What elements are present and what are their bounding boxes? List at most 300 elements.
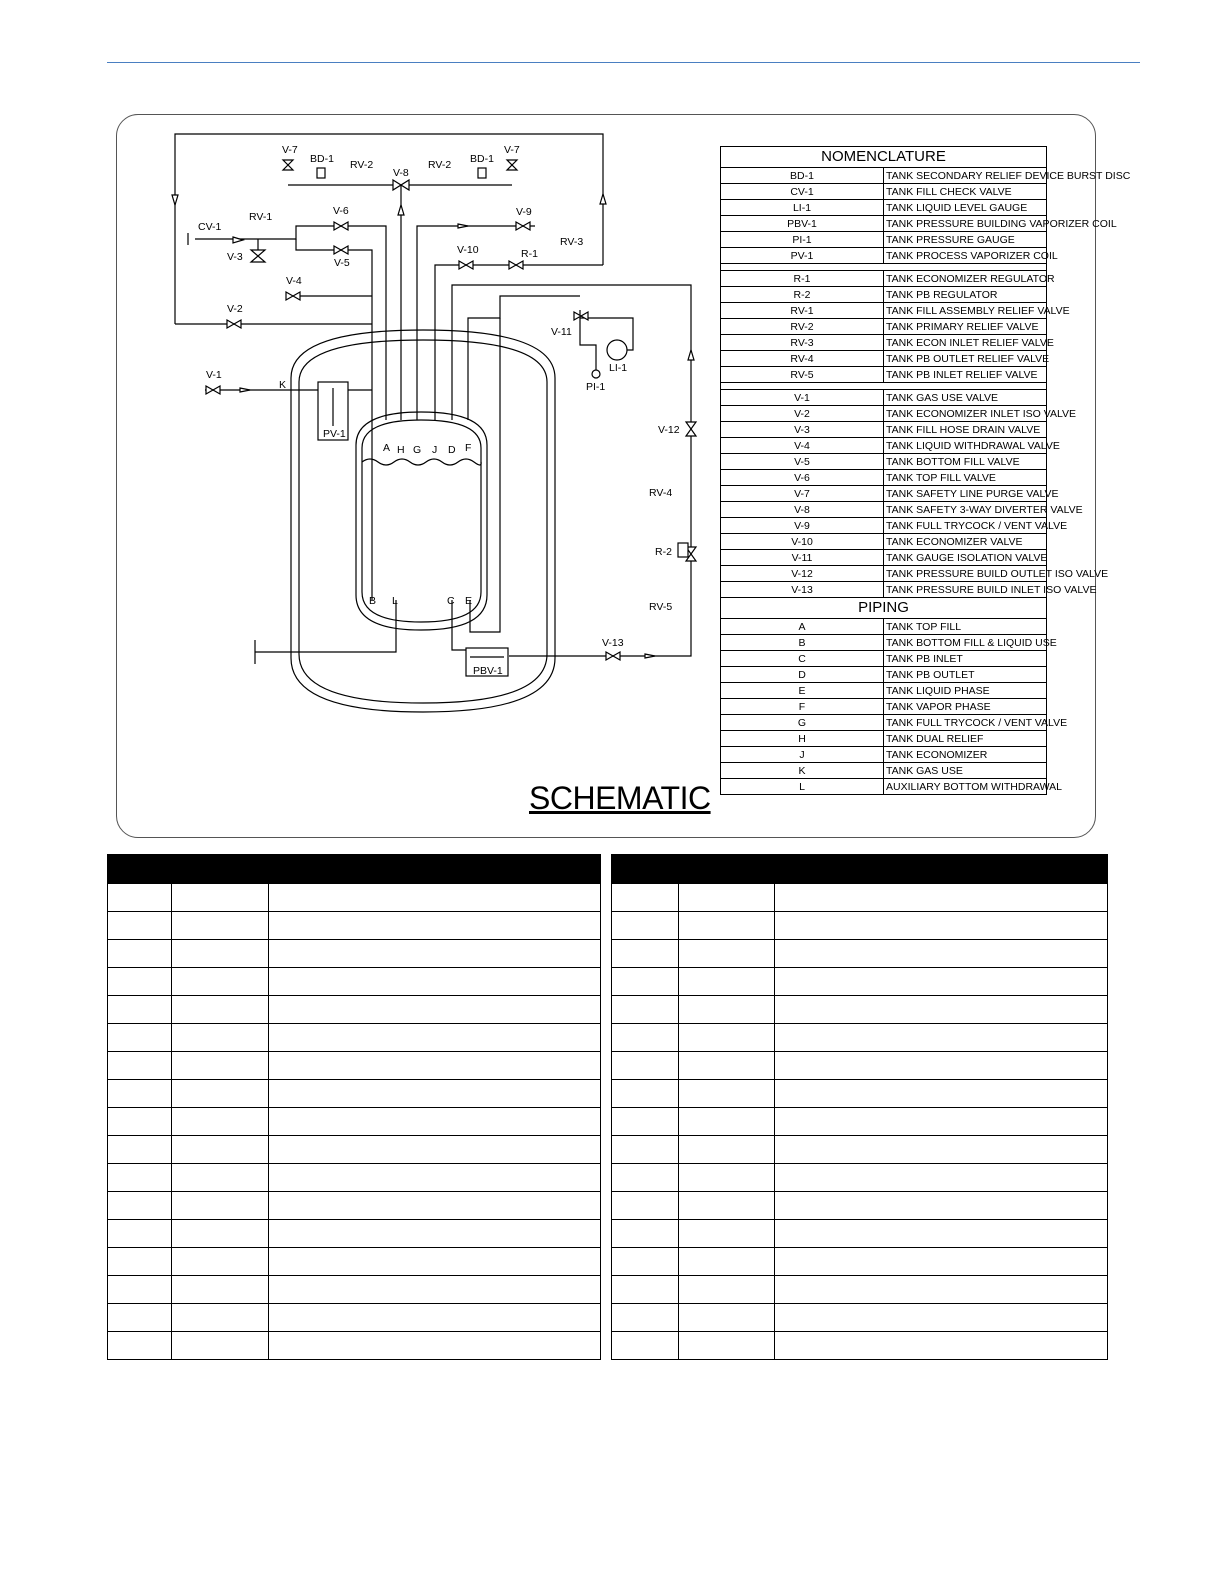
pipe-label-e: E <box>465 595 473 607</box>
nomenclature-description: TANK LIQUID PHASE <box>884 683 1047 699</box>
nomenclature-row <box>721 550 1047 566</box>
pipe-label-l: L <box>392 595 398 607</box>
nomenclature-row <box>721 518 1047 534</box>
nomenclature-description: TANK FULL TRYCOCK / VENT VALVE <box>884 715 1047 731</box>
label-rv3: RV-3 <box>560 236 584 248</box>
log-cell[interactable] <box>108 996 172 1024</box>
log-cell[interactable] <box>775 1248 1108 1276</box>
nomenclature-code: RV-3 <box>721 335 884 351</box>
log-row <box>612 996 1108 1024</box>
log-cell[interactable] <box>269 912 601 940</box>
pipe-label-h: H <box>397 444 405 456</box>
label-rv4: RV-4 <box>649 487 673 499</box>
nomenclature-row <box>721 335 1047 351</box>
nomenclature-code: B <box>721 635 884 651</box>
log-row <box>108 1164 601 1192</box>
nomenclature-code: V-1 <box>721 390 884 406</box>
nomenclature-code: V-4 <box>721 438 884 454</box>
log-cell[interactable] <box>269 1024 601 1052</box>
nomenclature-row <box>721 319 1047 335</box>
log-cell[interactable] <box>775 1080 1108 1108</box>
li-1-gauge <box>607 340 627 360</box>
nomenclature-code: CV-1 <box>721 184 884 200</box>
log-cell[interactable] <box>612 1276 679 1304</box>
log-cell[interactable] <box>269 1248 601 1276</box>
log-cell[interactable] <box>612 1080 679 1108</box>
log-row <box>612 1332 1108 1360</box>
nomenclature-code: V-13 <box>721 582 884 598</box>
log-cell[interactable] <box>172 1080 269 1108</box>
nomenclature-description: TANK ECONOMIZER <box>884 747 1047 763</box>
nomenclature-row <box>721 216 1047 232</box>
log-cell[interactable] <box>612 1248 679 1276</box>
log-row <box>108 1052 601 1080</box>
nomenclature-row <box>721 619 1047 635</box>
label-rv2-left: RV-2 <box>350 159 374 171</box>
nomenclature-description: TANK PRESSURE BUILD INLET ISO VALVE <box>884 582 1047 598</box>
nomenclature-row <box>721 303 1047 319</box>
label-v13: V-13 <box>602 637 624 649</box>
label-r1: R-1 <box>521 248 538 260</box>
log-row <box>108 1332 601 1360</box>
log-cell[interactable] <box>775 1304 1108 1332</box>
pipe-label-j: J <box>432 444 438 456</box>
nomenclature-code: V-9 <box>721 518 884 534</box>
label-bd1-left: BD-1 <box>310 153 334 165</box>
schematic-title: SCHEMATIC <box>529 780 711 816</box>
log-cell[interactable] <box>269 1136 601 1164</box>
nomenclature-row <box>721 422 1047 438</box>
nomenclature-code: BD-1 <box>721 168 884 184</box>
log-cell[interactable] <box>108 1164 172 1192</box>
log-cell[interactable] <box>108 1052 172 1080</box>
nomenclature-row <box>721 582 1047 598</box>
log-cell[interactable] <box>108 1192 172 1220</box>
pipe-label-a: A <box>383 442 391 454</box>
log-cell[interactable] <box>172 1192 269 1220</box>
log-cell[interactable] <box>172 1024 269 1052</box>
nomenclature-description: TANK PRIMARY RELIEF VALVE <box>884 319 1047 335</box>
nomenclature-row <box>721 232 1047 248</box>
pipe-label-d: D <box>448 444 456 456</box>
nomenclature-code: L <box>721 779 884 795</box>
log-cell[interactable] <box>269 1108 601 1136</box>
nomenclature-row <box>721 454 1047 470</box>
label-rv2-right: RV-2 <box>428 159 452 171</box>
nomenclature-code: J <box>721 747 884 763</box>
nomenclature-row <box>721 248 1047 264</box>
nomenclature-row <box>721 287 1047 303</box>
log-row <box>612 1052 1108 1080</box>
nomenclature-code: D <box>721 667 884 683</box>
nomenclature-row <box>721 271 1047 287</box>
log-cell[interactable] <box>679 1108 775 1136</box>
nomenclature-row <box>721 731 1047 747</box>
log-row <box>108 1108 601 1136</box>
log-cell[interactable] <box>172 1248 269 1276</box>
log-header-cell <box>108 855 172 884</box>
log-cell[interactable] <box>775 1192 1108 1220</box>
log-row <box>108 940 601 968</box>
log-cell[interactable] <box>108 1332 172 1360</box>
nomenclature-description: TANK GAS USE VALVE <box>884 390 1047 406</box>
log-cell[interactable] <box>172 1164 269 1192</box>
log-cell[interactable] <box>269 884 601 912</box>
log-row <box>612 968 1108 996</box>
label-v7-right: V-7 <box>504 144 520 156</box>
label-v3: V-3 <box>227 251 243 263</box>
log-cell[interactable] <box>108 1248 172 1276</box>
label-pv1: PV-1 <box>323 428 346 440</box>
nomenclature-row <box>721 534 1047 550</box>
log-cell[interactable] <box>269 1332 601 1360</box>
nomenclature-row <box>721 715 1047 731</box>
nomenclature-row <box>721 747 1047 763</box>
log-row <box>108 1276 601 1304</box>
log-cell[interactable] <box>679 884 775 912</box>
label-v11: V-11 <box>551 326 572 338</box>
label-pi1: PI-1 <box>586 381 606 393</box>
nomenclature-description: TANK PB REGULATOR <box>884 287 1047 303</box>
nomenclature-description: TANK PB INLET <box>884 651 1047 667</box>
nomenclature-code: RV-1 <box>721 303 884 319</box>
nomenclature-description: TANK GAUGE ISOLATION VALVE <box>884 550 1047 566</box>
log-header-cell <box>679 855 775 884</box>
log-row <box>108 884 601 912</box>
nomenclature-code: A <box>721 619 884 635</box>
log-row <box>108 1248 601 1276</box>
log-cell[interactable] <box>612 884 679 912</box>
nomenclature-description: TANK PRESSURE BUILDING VAPORIZER COIL <box>884 216 1047 232</box>
nomenclature-code: RV-2 <box>721 319 884 335</box>
label-v6: V-6 <box>333 205 349 217</box>
log-cell[interactable] <box>172 1136 269 1164</box>
log-row <box>108 912 601 940</box>
nomenclature-description: AUXILIARY BOTTOM WITHDRAWAL <box>884 779 1047 795</box>
log-cell[interactable] <box>108 1136 172 1164</box>
nomenclature-row <box>721 438 1047 454</box>
nomenclature-description: TANK TOP FILL <box>884 619 1047 635</box>
nomenclature-code: V-6 <box>721 470 884 486</box>
log-cell[interactable] <box>679 996 775 1024</box>
log-row <box>108 1080 601 1108</box>
nomenclature-code: V-11 <box>721 550 884 566</box>
log-cell[interactable] <box>679 1276 775 1304</box>
inner-vessel-wall <box>362 420 481 622</box>
log-row <box>612 1164 1108 1192</box>
nomenclature-row <box>721 566 1047 582</box>
nomenclature-code: G <box>721 715 884 731</box>
log-row <box>108 1024 601 1052</box>
group-separator <box>721 264 1047 271</box>
nomenclature-row <box>721 667 1047 683</box>
log-cell[interactable] <box>612 1136 679 1164</box>
log-cell[interactable] <box>612 1192 679 1220</box>
nomenclature-code: V-10 <box>721 534 884 550</box>
nomenclature-code: R-1 <box>721 271 884 287</box>
liquid-level <box>362 459 481 465</box>
log-cell[interactable] <box>269 1052 601 1080</box>
nomenclature-row <box>721 502 1047 518</box>
log-cell[interactable] <box>679 1192 775 1220</box>
nomenclature-code: PBV-1 <box>721 216 884 232</box>
label-v10: V-10 <box>457 244 479 256</box>
nomenclature-description: TANK GAS USE <box>884 763 1047 779</box>
log-cell[interactable] <box>269 1220 601 1248</box>
log-cell[interactable] <box>612 1024 679 1052</box>
log-cell[interactable] <box>775 1136 1108 1164</box>
log-cell[interactable] <box>612 1332 679 1360</box>
log-cell[interactable] <box>775 1276 1108 1304</box>
nomenclature-description: TANK SAFETY LINE PURGE VALVE <box>884 486 1047 502</box>
nomenclature-description: TANK SAFETY 3-WAY DIVERTER VALVE <box>884 502 1047 518</box>
log-cell[interactable] <box>172 968 269 996</box>
log-row <box>612 1192 1108 1220</box>
log-cell[interactable] <box>775 884 1108 912</box>
nomenclature-description: TANK FILL CHECK VALVE <box>884 184 1047 200</box>
log-cell[interactable] <box>679 1024 775 1052</box>
nomenclature-description: TANK BOTTOM FILL VALVE <box>884 454 1047 470</box>
label-li1: LI-1 <box>609 362 628 374</box>
pipe-label-k: K <box>279 379 287 391</box>
log-cell[interactable] <box>679 940 775 968</box>
log-cell[interactable] <box>679 1080 775 1108</box>
log-cell[interactable] <box>172 884 269 912</box>
nomenclature-row <box>721 168 1047 184</box>
log-cell[interactable] <box>612 1052 679 1080</box>
log-cell[interactable] <box>775 1220 1108 1248</box>
nomenclature-row <box>721 486 1047 502</box>
nomenclature-code: V-7 <box>721 486 884 502</box>
nomenclature-description: TANK LIQUID WITHDRAWAL VALVE <box>884 438 1047 454</box>
label-cv1: CV-1 <box>198 221 222 233</box>
log-cell[interactable] <box>108 1108 172 1136</box>
pi-1-gauge <box>592 370 600 378</box>
log-cell[interactable] <box>269 940 601 968</box>
label-v7-left: V-7 <box>282 144 298 156</box>
nomenclature-row <box>721 367 1047 383</box>
log-cell[interactable] <box>679 1164 775 1192</box>
nomenclature-code: PV-1 <box>721 248 884 264</box>
log-cell[interactable] <box>108 912 172 940</box>
log-cell[interactable] <box>108 884 172 912</box>
log-cell[interactable] <box>775 1108 1108 1136</box>
log-row <box>108 1136 601 1164</box>
log-cell[interactable] <box>269 996 601 1024</box>
log-cell[interactable] <box>775 912 1108 940</box>
nomenclature-description: TANK PB OUTLET RELIEF VALVE <box>884 351 1047 367</box>
nomenclature-row <box>721 683 1047 699</box>
log-cell[interactable] <box>269 1080 601 1108</box>
nomenclature-table <box>720 146 1131 795</box>
nomenclature-code: V-12 <box>721 566 884 582</box>
log-header-cell <box>775 855 1108 884</box>
log-row <box>612 1136 1108 1164</box>
log-row <box>612 1024 1108 1052</box>
log-cell[interactable] <box>172 1220 269 1248</box>
log-row <box>108 1304 601 1332</box>
nomenclature-code: K <box>721 763 884 779</box>
pipe-label-g: G <box>413 444 422 456</box>
nomenclature-code: E <box>721 683 884 699</box>
label-v12: V-12 <box>658 424 680 436</box>
log-cell[interactable] <box>108 968 172 996</box>
log-row <box>612 1108 1108 1136</box>
log-cell[interactable] <box>612 940 679 968</box>
log-row <box>612 940 1108 968</box>
log-cell[interactable] <box>108 1276 172 1304</box>
nomenclature-description: TANK BOTTOM FILL & LIQUID USE <box>884 635 1047 651</box>
log-cell[interactable] <box>108 1304 172 1332</box>
nomenclature-code: V-3 <box>721 422 884 438</box>
log-cell[interactable] <box>612 912 679 940</box>
nomenclature-description: TANK FULL TRYCOCK / VENT VALVE <box>884 518 1047 534</box>
log-row <box>612 1080 1108 1108</box>
log-row <box>612 1276 1108 1304</box>
log-cell[interactable] <box>108 1220 172 1248</box>
log-cell[interactable] <box>775 1052 1108 1080</box>
nomenclature-code: RV-5 <box>721 367 884 383</box>
log-cell[interactable] <box>172 1276 269 1304</box>
label-v9: V-9 <box>516 206 532 218</box>
log-cell[interactable] <box>679 912 775 940</box>
valve-symbols <box>172 160 696 660</box>
label-r2: R-2 <box>655 546 672 558</box>
nomenclature-row <box>721 699 1047 715</box>
log-row <box>612 1304 1108 1332</box>
log-cell[interactable] <box>679 1304 775 1332</box>
blank-log-left <box>107 854 601 1360</box>
log-row <box>612 912 1108 940</box>
nomenclature-code: V-8 <box>721 502 884 518</box>
nomenclature-description: TANK PB INLET RELIEF VALVE <box>884 367 1047 383</box>
label-rv1: RV-1 <box>249 211 273 223</box>
label-v5: V-5 <box>334 257 350 269</box>
log-row <box>108 996 601 1024</box>
nomenclature-code: RV-4 <box>721 351 884 367</box>
nomenclature-code: PI-1 <box>721 232 884 248</box>
nomenclature-description: TANK TOP FILL VALVE <box>884 470 1047 486</box>
log-cell[interactable] <box>612 1304 679 1332</box>
label-rv5: RV-5 <box>649 601 673 613</box>
nomenclature-row <box>721 635 1047 651</box>
log-cell[interactable] <box>775 1164 1108 1192</box>
log-cell[interactable] <box>172 1332 269 1360</box>
nomenclature-description: TANK ECONOMIZER VALVE <box>884 534 1047 550</box>
log-cell[interactable] <box>679 1052 775 1080</box>
log-cell[interactable] <box>612 1108 679 1136</box>
label-bd1-right: BD-1 <box>470 153 494 165</box>
log-header-cell <box>612 855 679 884</box>
nomenclature-description: TANK PROCESS VAPORIZER COIL <box>884 248 1047 264</box>
log-cell[interactable] <box>612 996 679 1024</box>
nomenclature-header: NOMENCLATURE <box>721 147 1047 168</box>
nomenclature-code: V-2 <box>721 406 884 422</box>
log-cell[interactable] <box>172 1304 269 1332</box>
log-cell[interactable] <box>172 1052 269 1080</box>
label-v4: V-4 <box>286 275 302 287</box>
nomenclature-row <box>721 200 1047 216</box>
nomenclature-row <box>721 351 1047 367</box>
log-row <box>108 1220 601 1248</box>
log-cell[interactable] <box>775 1024 1108 1052</box>
nomenclature-code: R-2 <box>721 287 884 303</box>
label-v1: V-1 <box>206 369 222 381</box>
log-cell[interactable] <box>108 940 172 968</box>
log-row <box>612 1220 1108 1248</box>
log-cell[interactable] <box>108 1024 172 1052</box>
nomenclature-description: TANK SECONDARY RELIEF DEVICE BURST DISC <box>884 168 1047 184</box>
nomenclature-row <box>721 390 1047 406</box>
log-cell[interactable] <box>269 1276 601 1304</box>
nomenclature-description: TANK PRESSURE GAUGE <box>884 232 1047 248</box>
log-cell[interactable] <box>269 968 601 996</box>
nomenclature-description: TANK VAPOR PHASE <box>884 699 1047 715</box>
nomenclature-description: TANK LIQUID LEVEL GAUGE <box>884 200 1047 216</box>
nomenclature-description: TANK ECONOMIZER INLET ISO VALVE <box>884 406 1047 422</box>
log-cell[interactable] <box>269 1192 601 1220</box>
nomenclature-code: H <box>721 731 884 747</box>
log-row <box>612 884 1108 912</box>
log-cell[interactable] <box>612 1164 679 1192</box>
blank-log-right <box>611 854 1108 1360</box>
piping-header: PIPING <box>721 598 1047 619</box>
group-separator <box>721 383 1047 390</box>
log-cell[interactable] <box>172 996 269 1024</box>
nomenclature-description: TANK FILL HOSE DRAIN VALVE <box>884 422 1047 438</box>
label-v2: V-2 <box>227 303 243 315</box>
log-cell[interactable] <box>775 1332 1108 1360</box>
nomenclature-row <box>721 651 1047 667</box>
log-cell[interactable] <box>679 1248 775 1276</box>
log-cell[interactable] <box>679 968 775 996</box>
nomenclature-code: F <box>721 699 884 715</box>
nomenclature-code: C <box>721 651 884 667</box>
log-cell[interactable] <box>269 1304 601 1332</box>
nomenclature-row <box>721 470 1047 486</box>
label-v8: V-8 <box>393 167 409 179</box>
nomenclature-description: TANK FILL ASSEMBLY RELIEF VALVE <box>884 303 1047 319</box>
log-cell[interactable] <box>269 1164 601 1192</box>
nomenclature-description: TANK PRESSURE BUILD OUTLET ISO VALVE <box>884 566 1047 582</box>
log-cell[interactable] <box>172 1108 269 1136</box>
log-cell[interactable] <box>679 1220 775 1248</box>
log-cell[interactable] <box>775 968 1108 996</box>
nomenclature-row <box>721 406 1047 422</box>
nomenclature-code: V-5 <box>721 454 884 470</box>
nomenclature-row <box>721 763 1047 779</box>
nomenclature-code: LI-1 <box>721 200 884 216</box>
log-header-cell <box>172 855 269 884</box>
log-cell[interactable] <box>172 912 269 940</box>
nomenclature-row <box>721 184 1047 200</box>
log-cell[interactable] <box>679 1332 775 1360</box>
log-cell[interactable] <box>612 1220 679 1248</box>
log-cell[interactable] <box>775 940 1108 968</box>
nomenclature-row <box>721 779 1047 795</box>
log-cell[interactable] <box>775 996 1108 1024</box>
log-header-cell <box>269 855 601 884</box>
pipe-label-c: C <box>447 595 455 607</box>
log-cell[interactable] <box>108 1080 172 1108</box>
pipe-label-b: B <box>369 595 377 607</box>
log-cell[interactable] <box>679 1136 775 1164</box>
log-cell[interactable] <box>612 968 679 996</box>
log-cell[interactable] <box>172 940 269 968</box>
log-row <box>612 1248 1108 1276</box>
nomenclature-description: TANK ECON INLET RELIEF VALVE <box>884 335 1047 351</box>
vent-header-line <box>175 134 603 300</box>
